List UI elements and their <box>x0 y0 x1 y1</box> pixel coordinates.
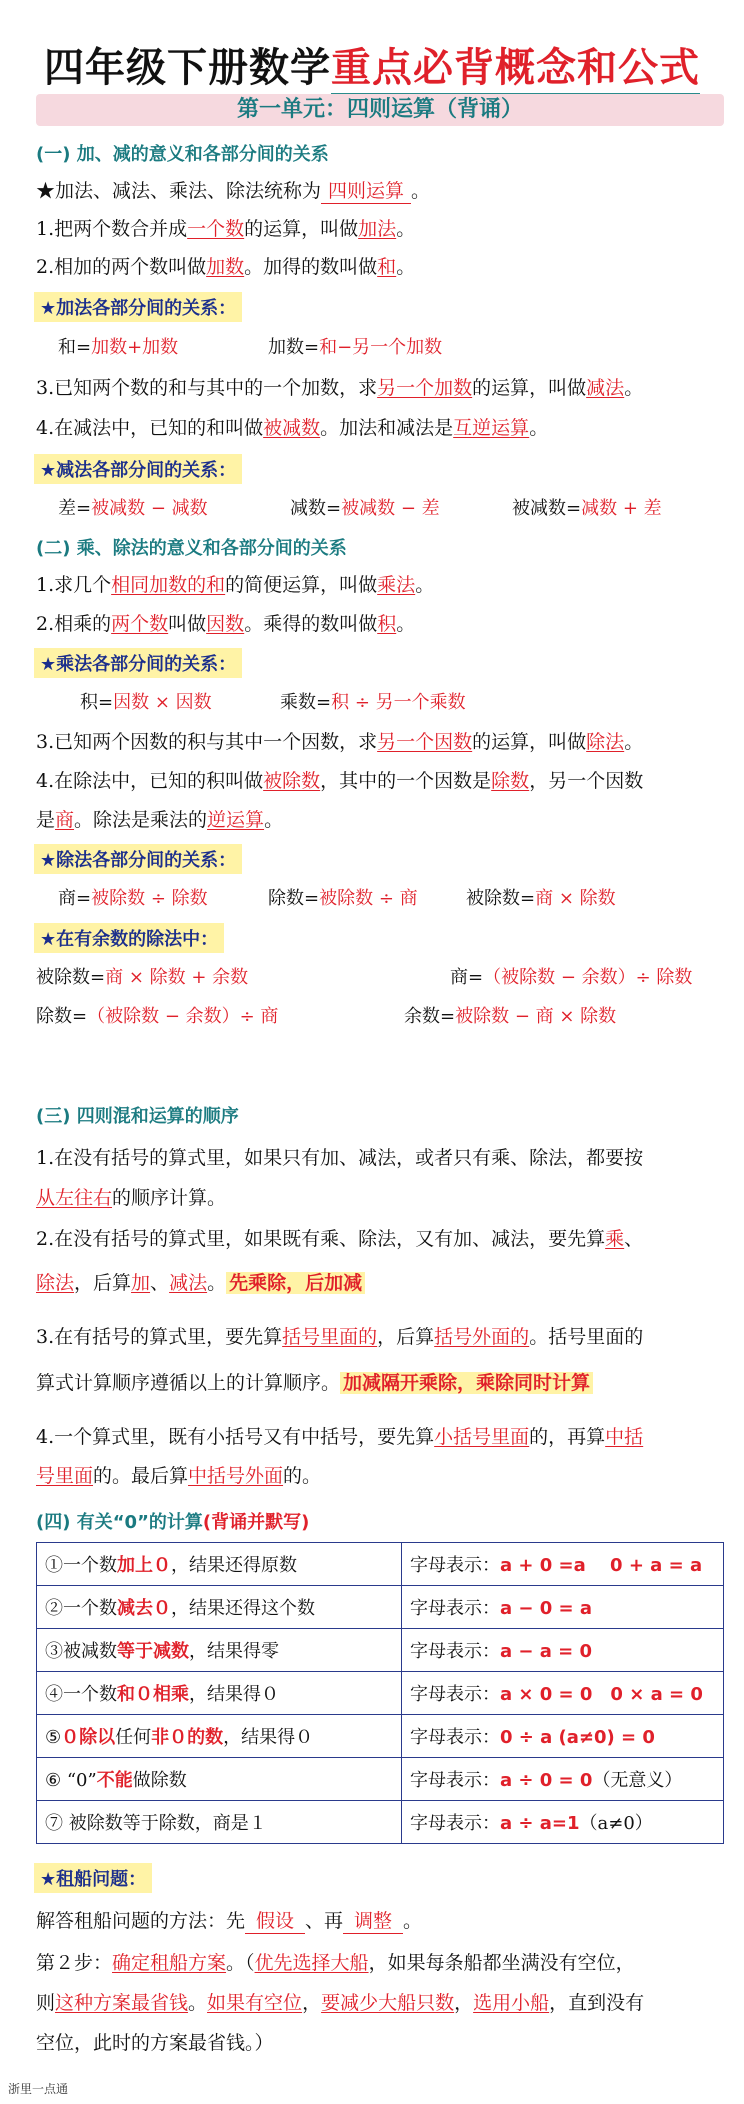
formula-product: 积=因数 × 因数 <box>80 692 212 713</box>
boat-step-2-line-3: 空位，此时的方案最省钱。） <box>36 2032 274 2054</box>
formula-quotient: 商=被除数 ÷ 除数 <box>58 888 208 909</box>
formula-remainder-quotient: 商=（被除数 − 余数）÷ 除数 <box>450 967 693 988</box>
line-dividend-def: 4.在除法中，已知的积叫做被除数，其中的一个因数是除数，另一个因数 <box>36 770 644 792</box>
table-row: ③被减数等于减数，结果得零 字母表示：a − a = 0 <box>37 1629 724 1672</box>
highlight-boat-problem: ★租船问题： <box>34 1863 152 1893</box>
line-multiplication-def: 1.求几个相同加数的和的简便运算，叫做乘法。 <box>36 574 435 596</box>
table-row: ④一个数和０相乘，结果得０ 字母表示：a × 0 = 0 0 × a = 0 <box>37 1672 724 1715</box>
line-addition-def: 1.把两个数合并成一个数的运算，叫做加法。 <box>36 218 416 240</box>
order-rule-3-line-1: 3.在有括号的算式里，要先算括号里面的，后算括号外面的。括号里面的 <box>36 1326 644 1348</box>
line-four-operations: ★加法、减法、乘法、除法统称为 四则运算 。 <box>36 176 430 204</box>
title-part-2: 重点必背概念和公式 <box>331 45 700 96</box>
line-factor-def: 2.相乘的两个数叫做因数。乘得的数叫做积。 <box>36 613 416 635</box>
line-addend-def: 2.相加的两个数叫做加数。加得的数叫做和。 <box>36 256 416 278</box>
formula-minuend: 被减数=减数 + 差 <box>512 498 662 519</box>
order-rule-1-line-2: 从左往右的顺序计算。 <box>36 1187 227 1209</box>
formula-remainder-divisor: 除数=（被除数 − 余数）÷ 商 <box>36 1006 279 1027</box>
line-quotient-def: 是商。除法是乘法的逆运算。 <box>36 809 284 831</box>
boat-method-line: 解答租船问题的方法：先 假设 、再 调整 。 <box>36 1906 422 1934</box>
order-rule-2-line-2: 除法，后算加、减法。 先乘除，后加减 <box>36 1268 365 1295</box>
line-division-def: 3.已知两个因数的积与其中一个因数，求另一个因数的运算，叫做除法。 <box>36 731 644 753</box>
formula-remainder-dividend: 被除数=商 × 除数 + 余数 <box>36 967 249 988</box>
highlight-remainder-division: ★在有余数的除法中： <box>34 923 224 953</box>
line-minuend-def: 4.在减法中，已知的和叫做被减数。加法和减法是互逆运算。 <box>36 417 549 439</box>
highlight-subtraction-relations: ★减法各部分间的关系： <box>34 454 242 484</box>
table-row: ⑥ “0”不能做除数 字母表示：a ÷ 0 = 0（无意义） <box>37 1758 724 1801</box>
unit-heading: 第一单元：四则运算（背诵） <box>36 94 724 126</box>
formula-difference: 差=被减数 − 减数 <box>58 498 208 519</box>
zero-rules-table <box>36 1542 724 1844</box>
title-part-1: 四年级下册数学 <box>44 45 331 91</box>
formula-sum: 和=加数+加数 <box>58 337 179 358</box>
highlight-division-relations: ★除法各部分间的关系： <box>34 844 242 874</box>
order-rule-4-line-1: 4.一个算式里，既有小括号又有中括号，要先算小括号里面的，再算中括 <box>36 1426 644 1448</box>
section-2-heading: (二) 乘、除法的意义和各部分间的关系 <box>36 538 347 559</box>
highlight-multiplication-relations: ★乘法各部分间的关系： <box>34 648 242 678</box>
order-rule-3-line-2: 算式计算顺序遵循以上的计算顺序。 加减隔开乘除，乘除同时计算 <box>36 1368 593 1395</box>
table-row: ⑦ 被除数等于除数，商是１ 字母表示：a ÷ a=1（a≠0） <box>37 1801 724 1844</box>
order-rule-2-line-1: 2.在没有括号的算式里，如果既有乘、除法，又有加、减法，要先算乘、 <box>36 1228 644 1250</box>
highlight-addition-relations: ★加法各部分间的关系： <box>34 292 242 322</box>
boat-step-2-line-2: 则这种方案最省钱。如果有空位，要减少大船只数，选用小船，直到没有 <box>36 1992 645 2014</box>
line-subtraction-def: 3.已知两个数的和与其中的一个加数，求另一个加数的运算，叫做减法。 <box>36 377 644 399</box>
section-1-heading: (一) 加、减的意义和各部分间的关系 <box>36 144 329 165</box>
page-title <box>0 36 744 93</box>
table-row: ①一个数加上０，结果还得原数 字母表示：a + 0 =a 0 + a = a <box>37 1543 724 1586</box>
table-row: ⑤０除以任何非０的数，结果得０ 字母表示：0 ÷ a (a≠0) = 0 <box>37 1715 724 1758</box>
table-row: ②一个数减去０，结果还得这个数 字母表示：a − 0 = a <box>37 1586 724 1629</box>
order-rule-1-line-1: 1.在没有括号的算式里，如果只有加、减法，或者只有乘、除法，都要按 <box>36 1147 644 1169</box>
formula-subtrahend: 减数=被减数 − 差 <box>290 498 440 519</box>
section-4-heading: (四) 有关“0”的计算(背诵并默写) <box>36 1512 310 1533</box>
formula-addend: 加数=和−另一个加数 <box>268 337 443 358</box>
formula-divisor: 除数=被除数 ÷ 商 <box>268 888 418 909</box>
boat-step-2-line-1: 第２步：确定租船方案。（优先选择大船，如果每条船都坐满没有空位， <box>36 1952 635 1974</box>
formula-dividend: 被除数=商 × 除数 <box>466 888 616 909</box>
footer-watermark: 浙里一点通 <box>8 2082 69 2096</box>
formula-multiplier: 乘数=积 ÷ 另一个乘数 <box>280 692 466 713</box>
formula-remainder: 余数=被除数 − 商 × 除数 <box>404 1006 617 1027</box>
section-3-heading: (三) 四则混和运算的顺序 <box>36 1106 239 1127</box>
order-rule-4-line-2: 号里面的。最后算中括号外面的。 <box>36 1465 322 1487</box>
